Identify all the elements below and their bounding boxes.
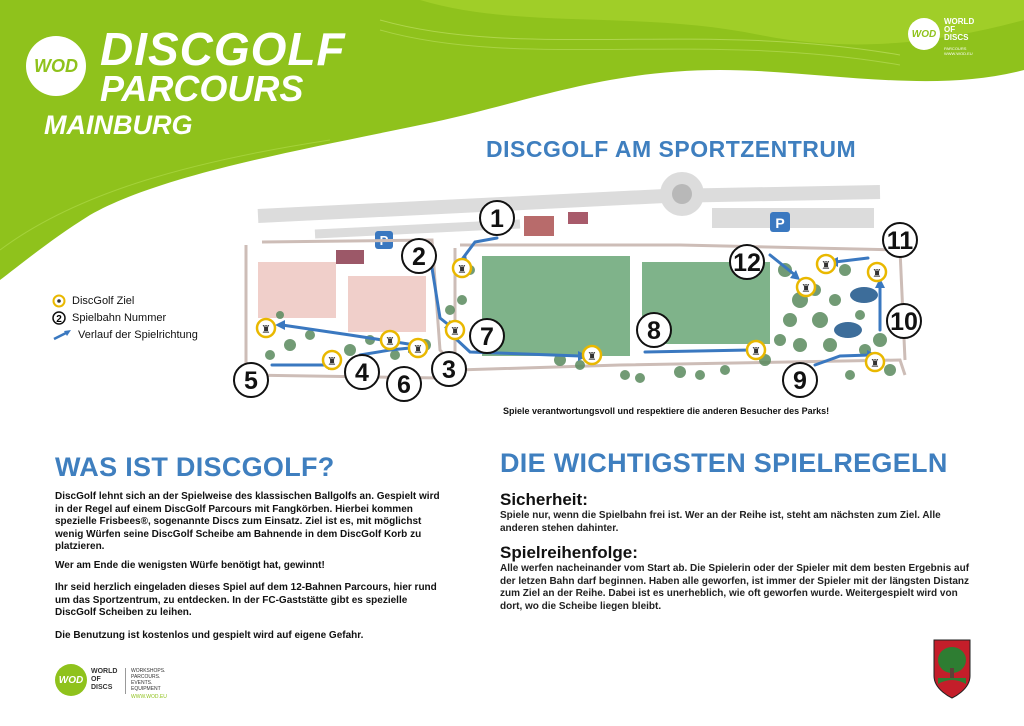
path-3 [440, 240, 455, 360]
target-10 [868, 263, 886, 281]
svg-text:♜: ♜ [413, 343, 423, 356]
safety-text: Spiele nur, wenn die Spielbahn frei ist. Wer an der Reihe ist, steht am nächsten zum Ziel. Alle anderen stehen dahinter. [500, 510, 941, 534]
hole-10 [887, 304, 921, 338]
svg-text:♜: ♜ [261, 323, 271, 336]
brand-name: WORLD OF DISCS [944, 17, 975, 42]
hole-6 [387, 367, 421, 401]
hole-12 [730, 245, 764, 279]
wod-logo: WOD [26, 36, 86, 96]
svg-text:♜: ♜ [327, 355, 337, 368]
target-6 [381, 331, 399, 349]
svg-text:3: 3 [442, 356, 456, 384]
footer-logo [55, 662, 215, 702]
legend-direction-label: Verlauf der Spielrichtung [78, 329, 198, 341]
legend-number [52, 311, 166, 325]
brand-logo-circle: WOD [908, 18, 940, 50]
hole-11 [883, 223, 917, 257]
brand-sub: PARCOURS WWW.WOD.EU [944, 46, 973, 56]
tennis-court-1 [258, 262, 336, 318]
svg-text:♜: ♜ [870, 357, 880, 370]
target-9 [866, 353, 884, 371]
rules-body [500, 490, 970, 613]
parking-label-left: P [379, 233, 389, 248]
hole-1 [480, 201, 514, 235]
order-title: Spielreihenfolge: [500, 543, 638, 562]
svg-text:♜: ♜ [587, 350, 597, 363]
parking-area [712, 208, 874, 228]
number-legend-icon [52, 311, 66, 325]
svg-text:1: 1 [490, 205, 504, 233]
target-7 [583, 346, 601, 364]
hole-2 [402, 239, 436, 273]
target-4 [257, 319, 275, 337]
what-is-paragraph: Die Benutzung ist kostenlos und gespielt wird auf eigene Gefahr. [55, 629, 364, 641]
parking-label-right: P [775, 215, 785, 231]
svg-text:12: 12 [733, 249, 761, 277]
building-3 [336, 250, 364, 264]
legend-target-label: DiscGolf Ziel [72, 295, 135, 307]
hole-7 [470, 319, 504, 353]
svg-text:6: 6 [397, 371, 411, 399]
legend-number-label: Spielbahn Nummer [72, 312, 167, 324]
map-note: Spiele verantwortungsvoll und respektiere die anderen Besucher des Parks! [503, 406, 830, 416]
title-city: MAINBURG [44, 110, 193, 140]
hole-5 [234, 363, 268, 397]
svg-text:2: 2 [56, 314, 62, 325]
target-11 [817, 255, 835, 273]
svg-text:♜: ♜ [385, 335, 395, 348]
arrow-legend-icon [52, 328, 72, 342]
what-is-paragraph: DiscGolf lehnt sich an der Spielweise des klassischen Ballgolfs an. Gespielt wird in der Regel auf einem DiscGolf Parcours mit Fangkörben. Hierbei kommen spezielle Frisbees®, sogenannte Discs zum Einsatz. Ziel ist es, mit möglichst wenig Würfen seine DiscGolf Scheibe am Bahnende in dem DiscGolf Korb zu platzieren. [55, 491, 440, 552]
roundabout-center [672, 184, 692, 204]
hole-3 [432, 352, 466, 386]
title-parcours: PARCOURS [100, 68, 304, 109]
order-text: Alle werfen nacheinander vom Start ab. Die Spielerin oder der Spieler mit dem besten Ergebnis auf der letzen Bahn darf beginnen. Haben alle geworfen, ist immer der Spieler mit der längsten Distanz zum Ziel an der Reihe. Dabei ist es unerheblich, wie oft geworfen wurde. Weitergespielt wird von dort, wo die Scheibe liegen bleibt. [500, 563, 970, 612]
svg-text:♜: ♜ [450, 325, 460, 338]
svg-text:♜: ♜ [821, 259, 831, 272]
rules-title: DIE WICHTIGSTEN SPIELREGELN [500, 448, 948, 478]
what-is-paragraph: Wer am Ende die wenigsten Würfe benötigt hat, gewinnt! [55, 559, 325, 571]
footer-brand: WORLD OF DISCS [91, 668, 118, 691]
coat-of-arms-icon [932, 638, 972, 700]
svg-text:5: 5 [244, 367, 258, 395]
target-8 [747, 341, 765, 359]
pond-2 [834, 322, 862, 338]
svg-text:7: 7 [480, 323, 494, 351]
svg-text:2: 2 [412, 243, 426, 271]
legend-direction [52, 328, 198, 342]
svg-text:4: 4 [355, 359, 369, 387]
tennis-court-2 [348, 276, 426, 332]
svg-text:11: 11 [886, 227, 914, 255]
svg-text:8: 8 [647, 317, 661, 345]
target-3 [409, 339, 427, 357]
svg-text:♜: ♜ [457, 263, 467, 276]
hole-9 [783, 363, 817, 397]
what-is-body [55, 491, 440, 642]
svg-text:♜: ♜ [751, 345, 761, 358]
footer-logo-circle: WOD [55, 664, 87, 696]
target-12 [797, 278, 815, 296]
target-1 [453, 259, 471, 277]
what-is-title: WAS IST DISCGOLF? [55, 452, 335, 482]
map-title: DISCGOLF AM SPORTZENTRUM [486, 136, 857, 162]
hole-8 [637, 313, 671, 347]
title-discgolf: DISCGOLF [100, 23, 346, 75]
target-2 [446, 321, 464, 339]
target-5 [323, 351, 341, 369]
building-2 [568, 212, 588, 224]
building-1 [524, 216, 554, 236]
safety-title: Sicherheit: [500, 490, 588, 509]
legend-target [52, 294, 134, 308]
footer-tagline: WORKSHOPS. PARCOURS. EVENTS. EQUIPMENT WWW.WOD.EU [131, 668, 167, 700]
what-is-paragraph: Ihr seid herzlich eingeladen dieses Spiel auf dem 12-Bahnen Parcours, hier rund um das Sportzentrum, zu entdecken. In der FC-Gaststätte gibt es spezielle DiscGolf Scheiben zu leihen. [55, 582, 437, 618]
target-legend-icon [52, 294, 66, 308]
footer-divider [125, 668, 126, 694]
svg-text:10: 10 [890, 308, 918, 336]
hole-4 [345, 355, 379, 389]
svg-text:♜: ♜ [872, 267, 882, 280]
svg-text:9: 9 [793, 367, 807, 395]
svg-text:♜: ♜ [801, 282, 811, 295]
pond-1 [850, 287, 878, 303]
